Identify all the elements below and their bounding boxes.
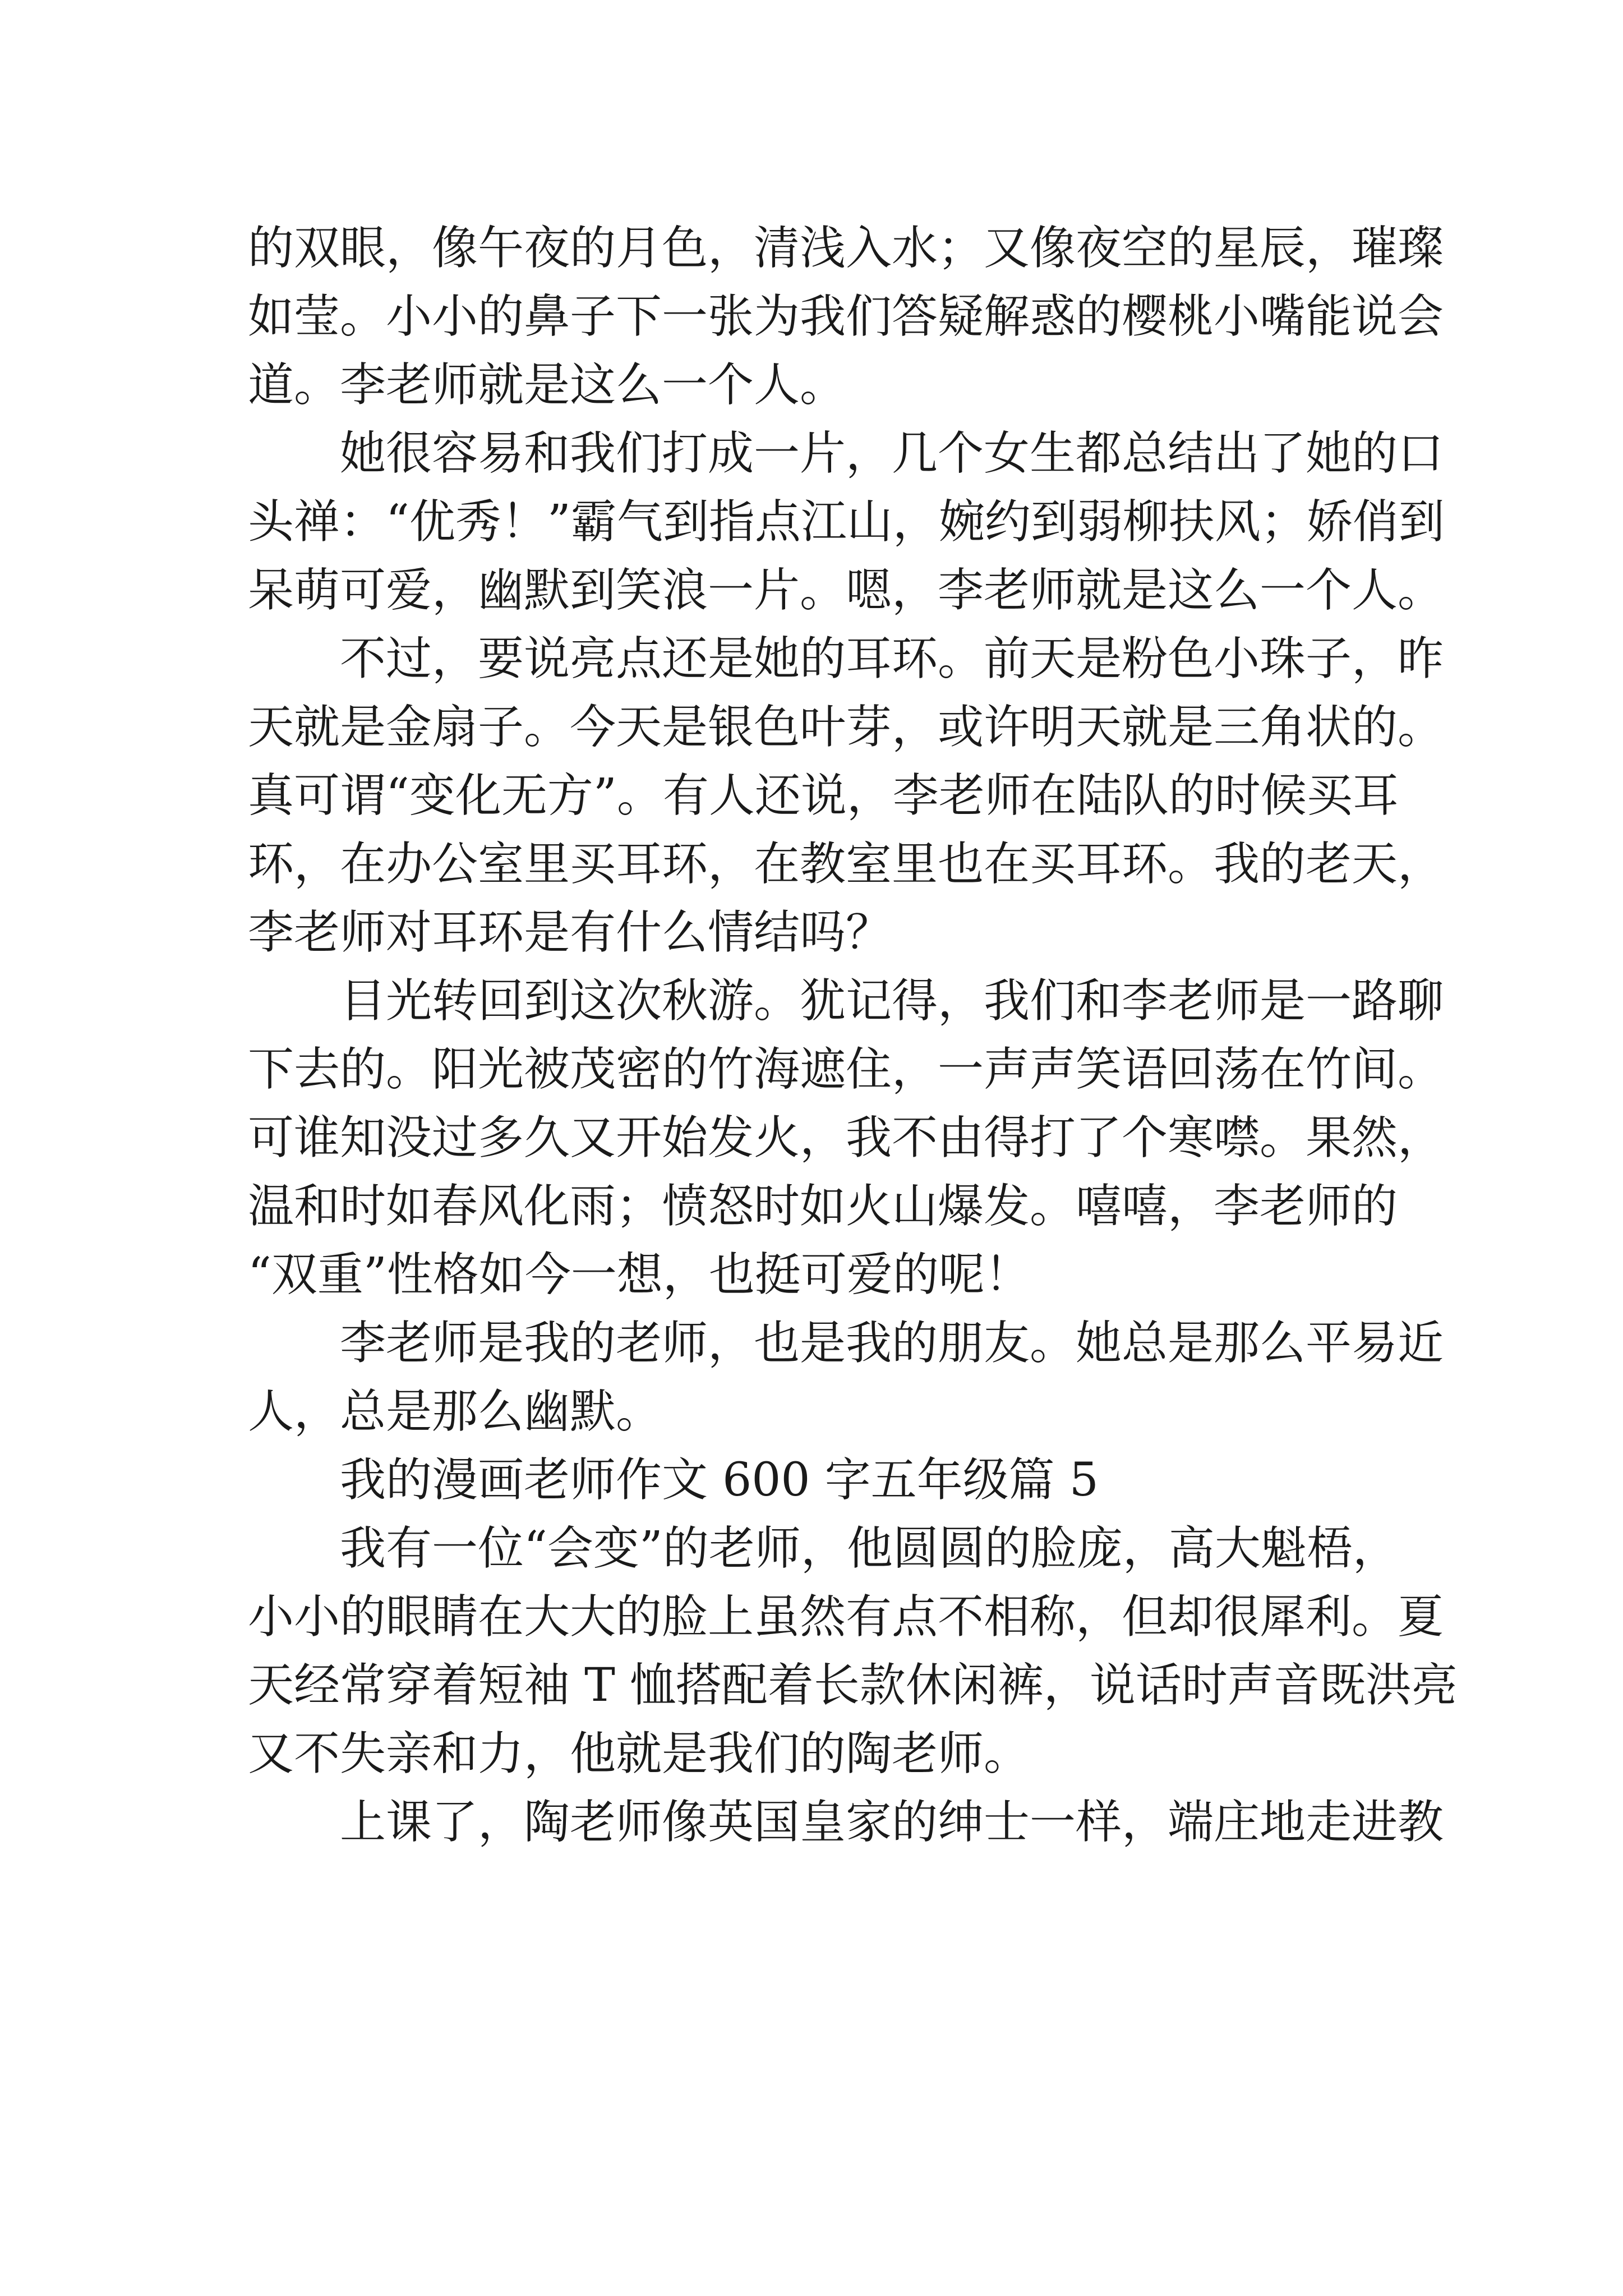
text-line: 下去的。阳光被茂密的竹海遮住，一声声笑语回荡在竹间。 [248,1043,1444,1096]
paragraph-3 [248,625,1444,967]
text-line: 道。李老师就是这么一个人。 [248,358,846,412]
paragraph-7 [248,1788,1444,1857]
text-line: 天经常穿着短袖 T 恤搭配着长款休闲裤，说话时声音既洪亮 [248,1659,1458,1712]
paragraph-5 [248,1309,1444,1446]
text-line: 李老师对耳环是有什么情结吗？ [248,906,892,959]
text-line: 天就是金扇子。今天是银色叶芽，或许明天就是三角状的。 [248,701,1444,754]
section-title: 我的漫画老师作文 600 字五年级篇 5 [340,1453,1099,1507]
text-line: 人，总是那么幽默。 [248,1385,662,1438]
text-line: 呆萌可爱，幽默到笑浪一片。嗯，李老师就是这么一个人。 [248,564,1444,617]
text-line: “双重”性格如今一想，也挺可爱的呢！ [248,1248,1031,1301]
text-line: 又不失亲和力，他就是我们的陶老师。 [248,1727,1030,1780]
text-line: 李老师是我的老师，也是我的朋友。她总是那么平易近 [340,1317,1444,1370]
paragraph-2 [248,420,1445,625]
paragraph-6 [248,1515,1458,1788]
text-line: 真可谓“变化无方”。有人还说，李老师在陆队的时候买耳 [248,769,1399,822]
text-line: 环，在办公室里买耳环，在教室里也在买耳环。我的老天， [248,838,1444,891]
text-line: 小小的眼睛在大大的脸上虽然有点不相称，但却很犀利。夏 [248,1590,1444,1644]
section-heading [248,1446,1381,1515]
text-line: 上课了，陶老师像英国皇家的绅士一样，端庄地走进教 [340,1796,1444,1849]
paragraph-4 [248,967,1444,1309]
text-line: 头禅：“优秀！”霸气到指点江山，婉约到弱柳扶风；娇俏到 [248,495,1445,549]
paragraph-1 [248,214,1444,420]
text-line: 温和时如春风化雨；愤怒时如火山爆发。嘻嘻，李老师的 [248,1180,1398,1233]
text-line: 目光转回到这次秋游。犹记得，我们和李老师是一路聊 [340,974,1444,1028]
text-line: 可谁知没过多久又开始发火，我不由得打了个寒噤。果然， [248,1111,1444,1165]
text-line: 的双眼，像午夜的月色，清浅入水；又像夜空的星辰，璀璨 [248,222,1444,275]
text-line: 不过，要说亮点还是她的耳环。前天是粉色小珠子，昨 [340,632,1444,685]
text-line: 我有一位“会变”的老师，他圆圆的脸庞，高大魁梧， [340,1522,1399,1575]
text-line: 她很容易和我们打成一片，几个女生都总结出了她的口 [340,427,1444,480]
text-line: 如莹。小小的鼻子下一张为我们答疑解惑的樱桃小嘴能说会 [248,290,1444,343]
document-body [248,214,1458,1857]
